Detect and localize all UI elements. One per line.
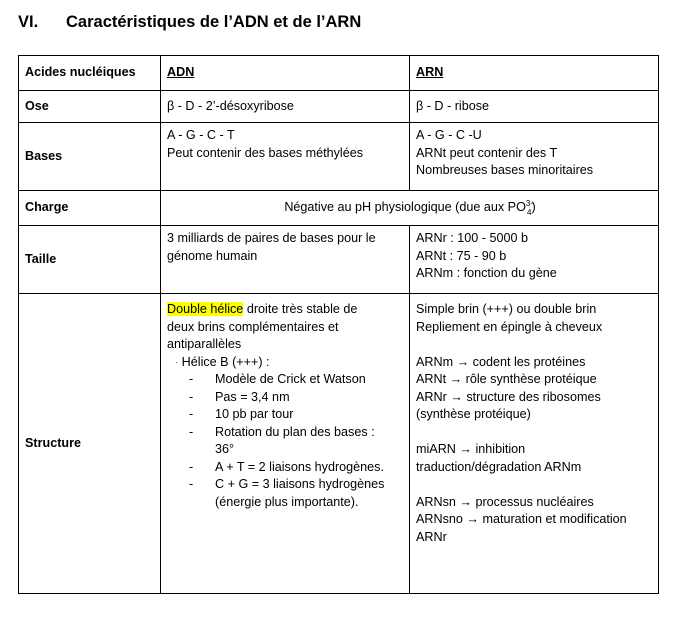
section-title: Caractéristiques de l’ADN et de l’ARN <box>66 13 362 31</box>
taille-arn-line: ARNm : fonction du gène <box>416 266 557 281</box>
charge-value <box>161 191 659 226</box>
header-label: Acides nucléiques <box>19 56 161 91</box>
structure-arn-line: ARNsn → processus nucléaires <box>416 494 594 509</box>
list-item <box>167 406 404 424</box>
list-item-continuation: 36° <box>215 442 235 457</box>
structure-adn-line: deux brins complémentaires et <box>167 319 339 334</box>
spacer <box>416 424 653 442</box>
header-arn <box>410 56 659 91</box>
helix-title-text: Hélice B (+++) : <box>181 354 270 369</box>
list-item-text: C + G = 3 liaisons hydrogènes <box>215 477 385 492</box>
taille-arn-line: ARNt : 75 - 90 b <box>416 248 507 263</box>
section-heading <box>18 13 361 32</box>
helix-title <box>167 354 404 372</box>
charge-text: Négative au pH physiologique (due aux PO <box>284 200 526 215</box>
ose-arn: β - D - ribose <box>410 91 659 123</box>
taille-adn <box>161 226 410 294</box>
list-item <box>167 459 404 477</box>
bases-adn <box>161 123 410 191</box>
bases-label: Bases <box>19 123 161 191</box>
header-adn <box>161 56 410 91</box>
list-item-text: Rotation du plan des bases : <box>215 424 375 439</box>
taille-label: Taille <box>19 226 161 294</box>
header-adn-text: ADN <box>167 65 195 80</box>
dash-icon: - <box>189 459 194 474</box>
structure-adn <box>161 294 410 594</box>
structure-arn-line: Repliement en épingle à cheveux <box>416 319 603 334</box>
dash-icon: - <box>189 477 194 492</box>
spacer <box>416 476 653 494</box>
table-row-ose <box>19 91 659 123</box>
taille-adn-line: 3 milliards de paires de bases pour le <box>167 231 376 246</box>
structure-adn-line: antiparallèles <box>167 337 242 352</box>
structure-adn-intro <box>167 301 404 319</box>
nucleic-acids-table <box>18 55 659 594</box>
bases-adn-line: Peut contenir des bases méthylées <box>167 145 364 160</box>
dash-icon: - <box>189 372 194 387</box>
section-number: VI. <box>18 13 39 31</box>
list-item-text: A + T = 2 liaisons hydrogènes. <box>215 459 384 474</box>
taille-arn-line: ARNr : 100 - 5000 b <box>416 231 529 246</box>
structure-arn-line: ARNr <box>416 529 447 544</box>
table-row-taille <box>19 226 659 294</box>
list-item <box>167 476 404 494</box>
charge-label: Charge <box>19 191 161 226</box>
ose-adn: β - D - 2’-désoxyribose <box>161 91 410 123</box>
structure-arn-line: miARN → inhibition <box>416 442 526 457</box>
charge-close: ) <box>531 200 536 215</box>
list-item <box>167 389 404 407</box>
bases-arn-line: A - G - C -U <box>416 128 482 142</box>
list-item <box>167 424 404 442</box>
intro-rest: droite très stable de <box>243 302 358 317</box>
list-item-text: 10 pb par tour <box>215 407 294 422</box>
structure-arn-line: ARNr → structure des ribosomes <box>416 389 601 404</box>
list-item-text: Modèle de Crick et Watson <box>215 372 366 387</box>
ose-label: Ose <box>19 91 161 123</box>
taille-adn-line: génome humain <box>167 248 258 263</box>
structure-arn-line: ARNm → codent les protéines <box>416 354 586 369</box>
dash-icon: - <box>189 407 194 422</box>
bases-arn <box>410 123 659 191</box>
charge-sup: 3- <box>525 199 533 208</box>
structure-arn-line: traduction/dégradation ARNm <box>416 459 582 474</box>
spacer <box>416 336 653 354</box>
table-row-bases <box>19 123 659 191</box>
list-item-continuation: (énergie plus importante). <box>215 494 359 509</box>
dash-icon: - <box>189 424 194 439</box>
structure-arn-line: ARNsno → maturation et modification <box>416 512 627 527</box>
table-header-row <box>19 56 659 91</box>
taille-arn <box>410 226 659 294</box>
list-item-text: Pas = 3,4 nm <box>215 389 290 404</box>
structure-arn-line: Simple brin (+++) ou double brin <box>416 302 597 317</box>
structure-arn-line: (synthèse protéique) <box>416 407 531 422</box>
bases-adn-line: A - G - C - T <box>167 128 235 142</box>
structure-arn <box>410 294 659 594</box>
table-row-structure <box>19 294 659 594</box>
table-row-charge <box>19 191 659 226</box>
bullet-icon: · <box>175 357 178 367</box>
header-arn-text: ARN <box>416 65 444 80</box>
dash-icon: - <box>189 389 194 404</box>
highlighted-term: Double hélice <box>167 302 244 317</box>
charge-sub: 4 <box>527 207 532 217</box>
list-item <box>167 371 404 389</box>
structure-arn-line: ARNt → rôle synthèse protéique <box>416 372 597 387</box>
bases-arn-line: Nombreuses bases minoritaires <box>416 163 594 177</box>
structure-label: Structure <box>19 294 161 594</box>
bases-arn-line: ARNt peut contenir des T <box>416 145 558 160</box>
